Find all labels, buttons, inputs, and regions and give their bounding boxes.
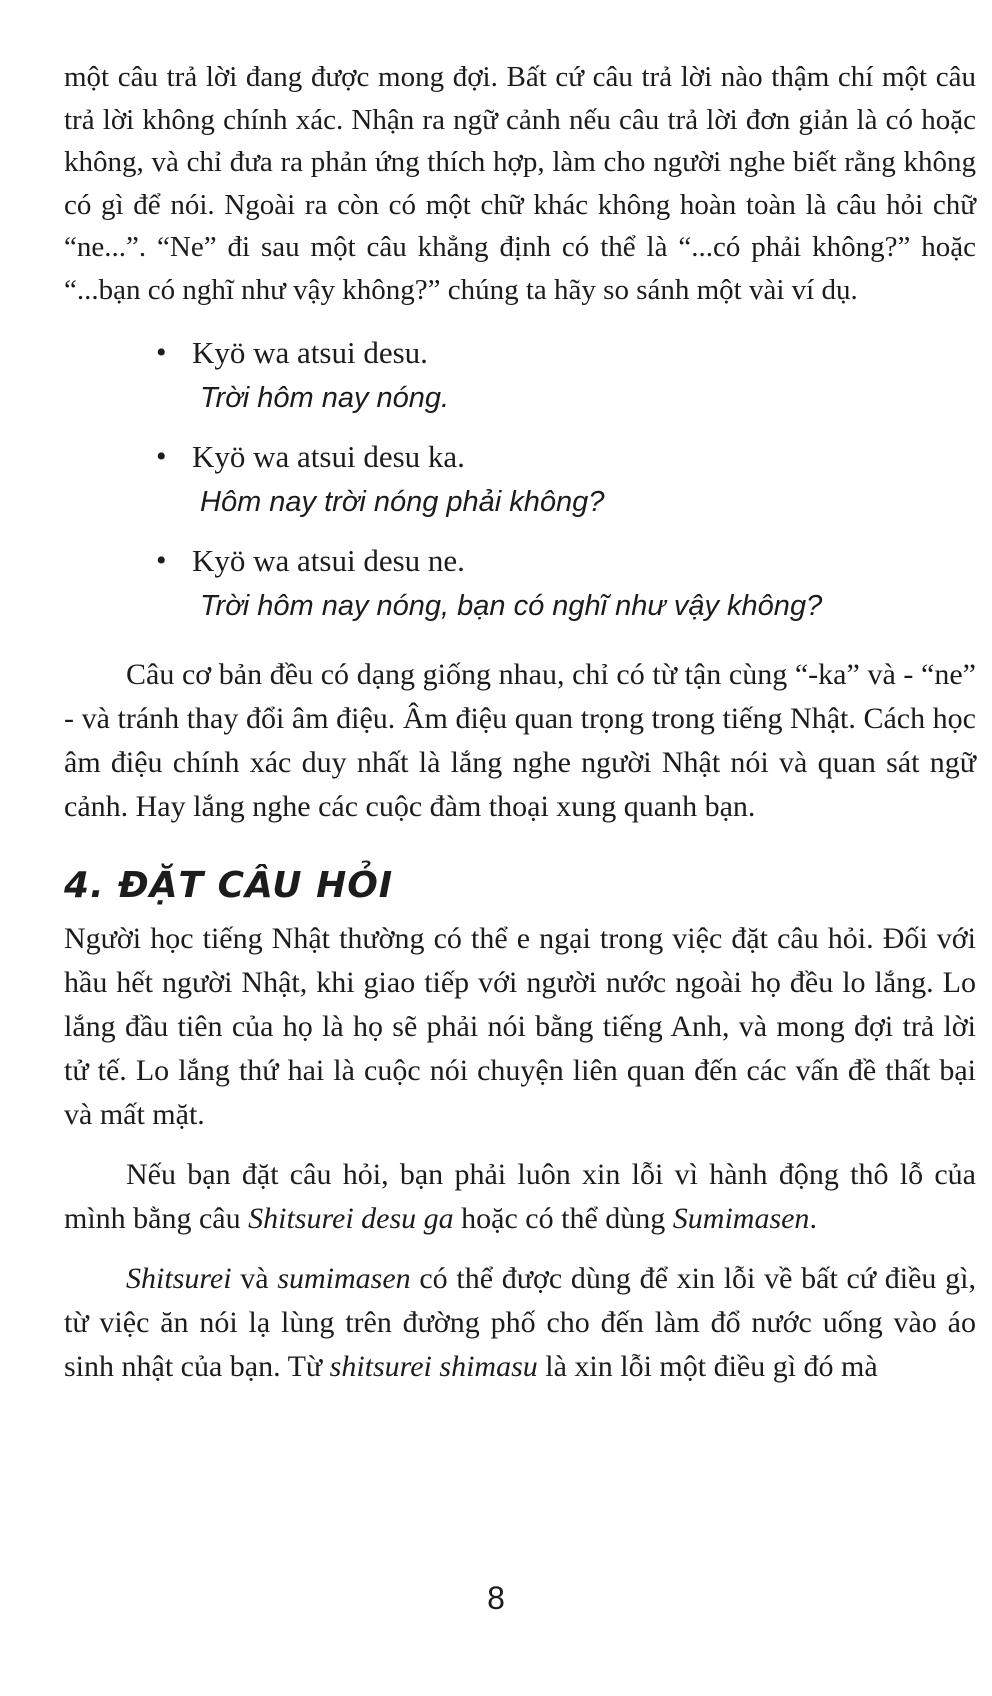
- bullet-icon: •: [156, 440, 167, 473]
- japanese-phrase: Sumimasen: [672, 1202, 810, 1235]
- example-item: [156, 539, 976, 629]
- paragraph-text: có thể được dùng để xin lỗi về bất cứ điều gì, từ việc ăn nói lạ lùng trên đường phố cho đến làm đổ nước uống vào áo sinh nhật của bạn. Từ: [64, 1262, 976, 1383]
- example-translation: Hôm nay trời nóng phải không?: [200, 486, 605, 518]
- paragraph-text: là xin lỗi một điều gì đó mà: [537, 1350, 878, 1383]
- section-paragraph-2: [64, 1153, 976, 1241]
- example-translation: Trời hôm nay nóng, bạn có nghĩ như vậy không?: [200, 590, 823, 622]
- section-paragraph-3: [64, 1257, 976, 1389]
- paragraph-text: và: [231, 1262, 278, 1295]
- example-translation: Trời hôm nay nóng.: [200, 382, 450, 414]
- example-romaji: Kyö wa atsui desu ka.: [192, 439, 465, 474]
- document-page: [64, 56, 976, 1389]
- japanese-phrase: shitsurei shimasu: [329, 1350, 538, 1383]
- paragraph-text: hoặc có thể dùng: [453, 1202, 673, 1235]
- intro-paragraph: một câu trả lời đang được mong đợi. Bất cứ câu trả lời nào thậm chí một câu trả lời không chính xác. Nhận ra ngữ cảnh nếu câu trả lời đơn giản là có hoặc không, và chỉ đưa ra phản ứng thích hợp, làm cho người nghe biết rằng không có gì để nói. Ngoài ra còn có một chữ khác không hoàn toàn là câu hỏi chữ “ne...”. “Ne” đi sau một câu khẳng định có thể là “...có phải không?” hoặc “...bạn có nghĩ như vậy không?” chúng ta hãy so sánh một vài ví dụ.: [64, 61, 976, 306]
- bullet-icon: •: [156, 336, 167, 369]
- example-romaji: Kyö wa atsui desu ne.: [192, 543, 465, 578]
- japanese-phrase: Shitsurei desu ga: [248, 1202, 454, 1235]
- section-paragraph-1: Người học tiếng Nhật thường có thể e ngại trong việc đặt câu hỏi. Đối với hầu hết người Nhật, khi giao tiếp với người nước ngoài họ đều lo lắng. Lo lắng đầu tiên của họ là họ sẽ phải nói bằng tiếng Anh, và mong đợi trả lời tử tế. Lo lắng thứ hai là cuộc nói chuyện liên quan đến các vấn đề thất bại và mất mặt.: [64, 922, 976, 1131]
- summary-paragraph: Câu cơ bản đều có dạng giống nhau, chỉ có từ tận cùng “-ka” và - “ne” - và tránh thay đổi âm điệu. Âm điệu quan trọng trong tiếng Nhật. Cách học âm điệu chính xác duy nhất là lắng nghe người Nhật nói và quan sát ngữ cảnh. Hay lắng nghe các cuộc đàm thoại xung quanh bạn.: [64, 658, 976, 823]
- section-body: [64, 917, 976, 1389]
- example-romaji: Kyö wa atsui desu.: [192, 335, 428, 370]
- example-item: [156, 435, 976, 525]
- japanese-phrase: Shitsurei: [126, 1262, 232, 1295]
- bullet-icon: •: [156, 544, 167, 577]
- section-heading: 4. ĐẶT CÂU HỎI: [64, 865, 394, 906]
- japanese-phrase: sumimasen: [277, 1262, 411, 1295]
- page-number: 8: [487, 1580, 505, 1616]
- example-item: [156, 331, 976, 421]
- paragraph-text: Nếu bạn đặt câu hỏi, bạn phải luôn xin lỗi vì hành động thô lỗ của mình bằng câu: [64, 1158, 976, 1235]
- example-list: [64, 331, 976, 629]
- paragraph-text: .: [809, 1202, 817, 1235]
